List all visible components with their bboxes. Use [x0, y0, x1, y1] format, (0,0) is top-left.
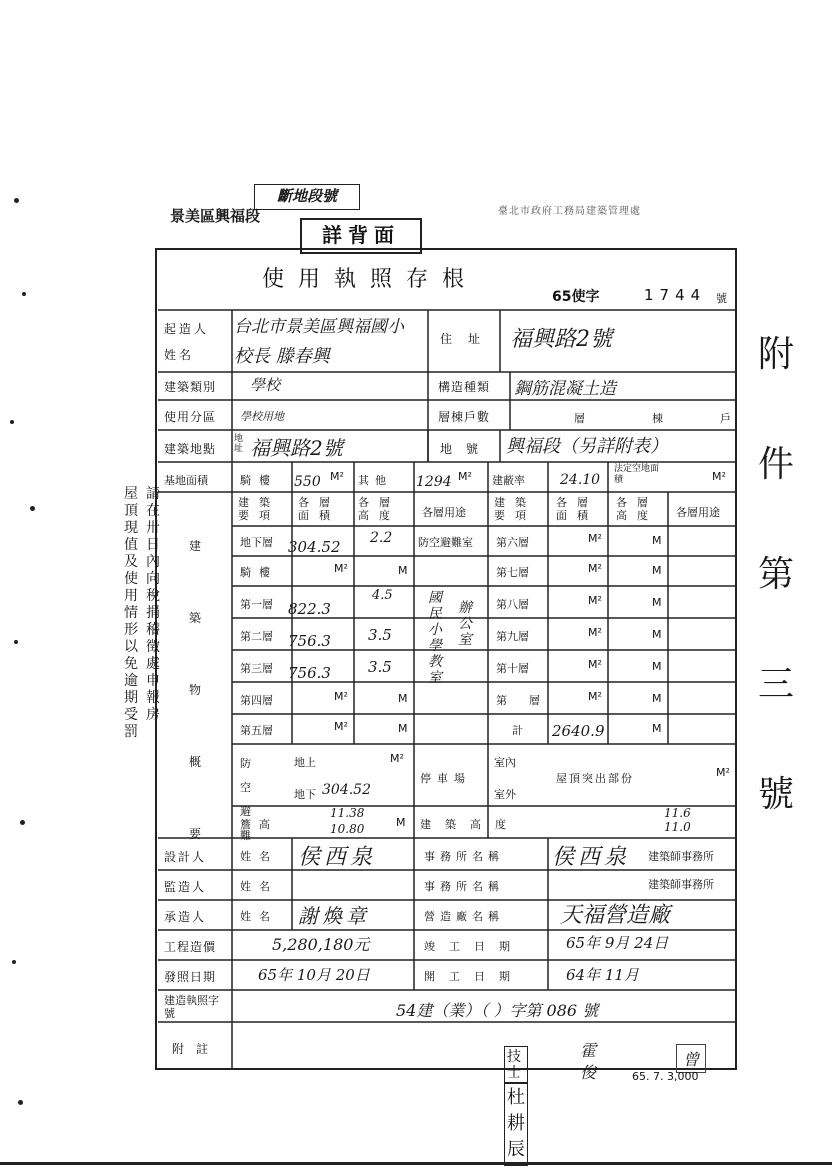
building-height-label: 建築高度 [420, 818, 520, 831]
contractor-name: 謝煥章 [298, 904, 370, 928]
supervisor-name-label: 姓名 [240, 880, 278, 893]
right-margin-text: 附件第三號 [758, 334, 795, 815]
floor9-area-unit: M² [588, 626, 602, 639]
floor4-area-unit: M² [334, 690, 348, 703]
outdoor-label: 室外 [494, 788, 516, 801]
completion-date-value: 65年 9月 24日 [566, 934, 669, 952]
roof-unit: M² [716, 766, 730, 779]
project-cost-label: 工程造價 [164, 940, 217, 954]
floor2-label: 第二層 [240, 630, 273, 643]
arcade-height-unit: M [398, 564, 408, 577]
header-use-1: 各層用途 [422, 506, 466, 519]
eave-height-label: 簷高 [240, 818, 278, 831]
designer-office-suffix: 建築師事務所 [648, 850, 714, 863]
floor2-area: 756.3 [288, 632, 331, 650]
eave-unit: M [396, 816, 406, 829]
legal-space-unit: M² [712, 470, 726, 483]
buildings-word: 棟 [652, 412, 663, 425]
structure-type-value: 鋼筋混凝土造 [514, 379, 616, 399]
floor1-height: 4.5 [372, 588, 393, 603]
contractor-label: 承造人 [164, 910, 207, 924]
builder-org-value: 台北市景美區興福國小 [234, 317, 404, 337]
floor1-area: 822.3 [288, 600, 331, 618]
left-note: 屋頂現值及使用情形以免逾期受罰 [124, 486, 138, 740]
floor7-label: 第七層 [496, 566, 529, 579]
designer-label: 設計人 [164, 850, 207, 864]
bottom-stamp-3: 霍俊 [580, 1041, 597, 1082]
floor5-area-unit: M² [334, 720, 348, 733]
above-ground-label: 地上 [294, 756, 316, 769]
basement-label: 地下層 [240, 536, 273, 549]
floor7-height-unit: M [652, 564, 662, 577]
contractor-firm: 天福營造廠 [560, 903, 671, 928]
other-unit: M² [458, 470, 472, 483]
lot-number-stamp: 斷地段號 [254, 184, 360, 210]
bottom-stamp-1: 技士 [504, 1046, 528, 1084]
floor2-height: 3.5 [368, 626, 392, 644]
contractor-firm-label: 營造廠名稱 [424, 910, 504, 923]
site-address-value: 福興路2號 [250, 436, 343, 460]
designer-name-label: 姓名 [240, 850, 278, 863]
floors-units-label: 層棟戶數 [438, 410, 491, 424]
lot-label: 地號 [440, 442, 493, 456]
builder-label: 起造人 [164, 322, 210, 336]
indoor-label: 室內 [494, 756, 516, 769]
below-ground-label: 地下 [294, 788, 316, 801]
start-date-label: 開工日期 [424, 970, 524, 983]
above-ground-unit: M² [390, 752, 404, 765]
floor5-label: 第五層 [240, 724, 273, 737]
floor8-label: 第八層 [496, 598, 529, 611]
floors-word: 層 [574, 412, 585, 425]
basement-use: 防空避難室 [418, 536, 473, 549]
floor7-area-unit: M² [588, 562, 602, 575]
shelter-below-value: 304.52 [322, 782, 371, 798]
building-height-1: 11.6 [664, 806, 691, 820]
site-label: 建築地點 [164, 442, 217, 456]
scan-speck [30, 506, 35, 511]
header-elements-1: 建築要項 [238, 496, 280, 522]
designer-office-label: 事務所名稱 [424, 850, 504, 863]
parking-label: 停車場 [420, 772, 471, 785]
builder-name-label: 姓名 [164, 348, 195, 362]
designer-office: 侯西泉 [552, 845, 631, 870]
base-area-value: 550 [294, 474, 321, 490]
floor-n-label: 第 層 [496, 694, 540, 707]
floor9-height-unit: M [652, 628, 662, 641]
roof-label: 屋頂突出部份 [556, 772, 634, 785]
header-use-2: 各層用途 [676, 506, 720, 519]
total-label: 計 [512, 724, 523, 737]
basement-area: 304.52 [288, 538, 341, 556]
legal-space-label: 法定空地面積 [614, 464, 660, 485]
builder-person-value: 校長 滕春興 [234, 346, 330, 367]
header-area-2: 各層面積 [556, 496, 598, 522]
building-category-value: 學校 [250, 376, 281, 394]
floor5-height-unit: M [398, 722, 408, 735]
floor6-area-unit: M² [588, 532, 602, 545]
supervisor-label: 監造人 [164, 880, 207, 894]
basement-height: 2.2 [370, 530, 393, 546]
scan-speck [22, 292, 26, 296]
permit-no-value: 54建（業）（ ）字第 086 號 [396, 1001, 599, 1020]
scan-speck [12, 960, 16, 964]
address-value: 福興路2號 [510, 327, 612, 352]
floor1-label: 第一層 [240, 598, 273, 611]
start-date-value: 64年 11月 [566, 966, 639, 984]
scan-speck [18, 1100, 23, 1105]
shelter-label: 防空避難 [240, 757, 265, 842]
total-height-unit: M [652, 722, 662, 735]
contractor-name-label: 姓名 [240, 910, 278, 923]
floor8-area-unit: M² [588, 594, 602, 607]
coverage-label: 建蔽率 [492, 474, 525, 487]
floor6-label: 第六層 [496, 536, 529, 549]
project-cost-value: 5,280,180元 [272, 935, 370, 954]
total-area: 2640.9 [552, 722, 605, 740]
lot-value: 興福段（另詳附表） [506, 436, 668, 457]
eave-value-1: 11.38 [330, 806, 365, 820]
overview-side-label: 建築物概要 [188, 539, 201, 841]
mid-use-2: 辦公室 [458, 600, 472, 648]
floor10-height-unit: M [652, 660, 662, 673]
floor3-label: 第三層 [240, 662, 273, 675]
district-label: 景美區興福段 [170, 207, 261, 225]
arcade-label: 騎樓 [240, 474, 278, 487]
form-title: 使用執照存根 [262, 267, 479, 292]
office-stamp: 臺北市政府工務局建築管理處 [498, 206, 641, 217]
issue-date-label: 發照日期 [164, 970, 217, 984]
permit-number-suffix: 號 [716, 292, 727, 305]
bottom-edge-line [0, 1162, 832, 1165]
scan-speck [10, 420, 14, 424]
supervisor-office-suffix: 建築師事務所 [648, 878, 714, 891]
floor3-area: 756.3 [288, 664, 331, 682]
floor9-label: 第九層 [496, 630, 529, 643]
other-value: 1294 [416, 474, 452, 490]
scan-speck [20, 820, 25, 825]
header-elements-2: 建築要項 [494, 496, 536, 522]
permit-no-label: 建造執照字號 [164, 994, 219, 1020]
structure-type-label: 構造種類 [438, 380, 491, 394]
use-zone-value: 學校用地 [240, 410, 284, 423]
arcade-area-unit: M² [334, 562, 348, 575]
floor3-height: 3.5 [368, 658, 392, 676]
floor10-area-unit: M² [588, 658, 602, 671]
scan-speck [14, 198, 19, 203]
print-code: 65. 7. 3,000 [632, 1070, 699, 1083]
mid-use-1: 國民小學教室 [428, 590, 442, 686]
permit-number-prefix: 65使字 [552, 289, 600, 305]
detail-on-back-stamp: 詳背面 [300, 218, 422, 254]
header-height-2: 各層高度 [616, 496, 658, 522]
issue-date-value: 65年 10月 20日 [258, 966, 370, 984]
bottom-stamp-4: 曾 [676, 1044, 706, 1073]
floor4-height-unit: M [398, 692, 408, 705]
base-area-unit: M² [330, 470, 344, 483]
remarks-label: 附註 [172, 1042, 221, 1056]
left-note-2: 請在卅日內向稅捐稽徵處申報房 [146, 486, 160, 723]
header-area-1: 各層面積 [298, 496, 340, 522]
coverage-value: 24.10 [560, 472, 601, 488]
floor-n-height-unit: M [652, 692, 662, 705]
arcade-floor-label: 騎樓 [240, 566, 278, 579]
base-area-label: 基地面積 [164, 474, 208, 487]
completion-date-label: 竣工日期 [424, 940, 524, 953]
floor8-height-unit: M [652, 596, 662, 609]
supervisor-office-label: 事務所名稱 [424, 880, 504, 893]
floor4-label: 第四層 [240, 694, 273, 707]
units-word: 戶 [720, 412, 731, 425]
scan-speck [14, 640, 18, 644]
permit-number: 1744 [644, 286, 707, 304]
building-height-2: 11.0 [664, 820, 691, 834]
floor-n-area-unit: M² [588, 690, 602, 703]
use-zone-label: 使用分區 [164, 410, 217, 424]
address-label: 住址 [440, 332, 497, 346]
other-label: 其他 [358, 474, 392, 487]
bottom-stamp-2: 杜耕辰 [504, 1082, 528, 1166]
designer-name: 侯西泉 [298, 845, 377, 870]
floor6-height-unit: M [652, 534, 662, 547]
floor10-label: 第十層 [496, 662, 529, 675]
header-height-1: 各層高度 [358, 496, 400, 522]
site-addr-tag: 地址 [234, 434, 244, 454]
eave-value-2: 10.80 [330, 822, 365, 836]
building-category-label: 建築類別 [164, 380, 217, 394]
